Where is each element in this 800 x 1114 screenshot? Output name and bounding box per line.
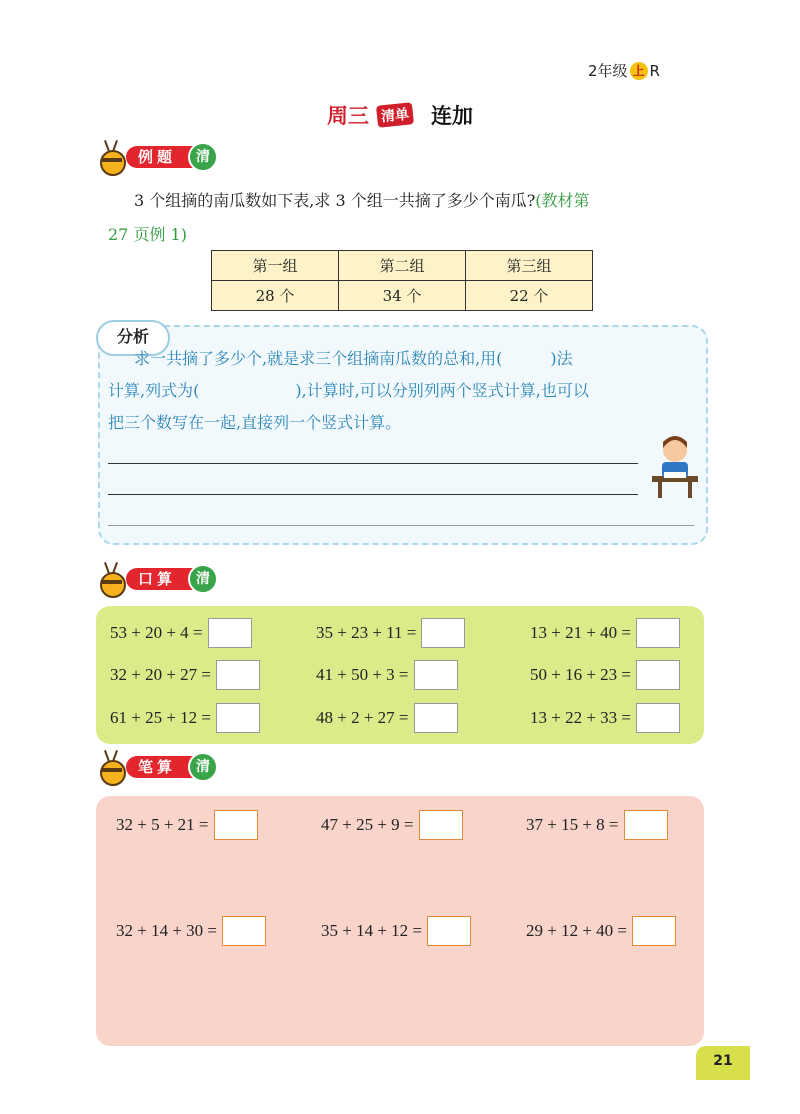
oral-equation <box>110 618 252 648</box>
equation-text: 35 + 23 + 11 = <box>316 623 417 642</box>
answer-box[interactable] <box>208 618 252 648</box>
answer-line[interactable] <box>108 463 638 464</box>
answer-box[interactable] <box>216 660 260 690</box>
table-header: 第三组 <box>466 251 593 281</box>
page-number: 21 <box>696 1046 750 1080</box>
equation-text: 37 + 15 + 8 = <box>526 815 619 834</box>
analysis-text <box>108 343 704 439</box>
equation-text: 32 + 5 + 21 = <box>116 815 209 834</box>
written-equation <box>116 916 266 946</box>
qing-icon: 清 <box>188 752 218 782</box>
analysis-line-2: 计算,列式为( ),计算时,可以分别列两个竖式计算,也可以 <box>108 381 589 400</box>
analysis-label: 分析 <box>96 320 170 356</box>
answer-box[interactable] <box>636 618 680 648</box>
equation-text: 50 + 16 + 23 = <box>530 665 632 684</box>
example-tag-label: 例题 <box>126 146 194 168</box>
bee-icon <box>96 750 126 784</box>
equation-text: 53 + 20 + 4 = <box>110 623 203 642</box>
oral-equation <box>530 703 680 733</box>
example-tag <box>96 140 218 174</box>
equation-text: 35 + 14 + 12 = <box>321 921 423 940</box>
equation-text: 61 + 25 + 12 = <box>110 708 212 727</box>
analysis-line-3: 把三个数写在一起,直接列一个竖式计算。 <box>108 413 402 432</box>
title-badge: 清单 <box>376 102 414 128</box>
grade-circle: 上 <box>630 62 648 80</box>
example-ref-2: 27 页例 1) <box>108 225 187 244</box>
qing-icon: 清 <box>188 564 218 594</box>
example-ref-1: (教材第 <box>535 191 590 210</box>
table-header: 第二组 <box>339 251 466 281</box>
answer-box[interactable] <box>624 810 668 840</box>
oral-tag-label: 口算 <box>126 568 194 590</box>
answer-box[interactable] <box>636 703 680 733</box>
table-cell: 28 个 <box>212 281 339 311</box>
equation-text: 32 + 20 + 27 = <box>110 665 212 684</box>
written-equation <box>321 810 463 840</box>
oral-equation <box>530 660 680 690</box>
equation-text: 47 + 25 + 9 = <box>321 815 414 834</box>
equation-text: 32 + 14 + 30 = <box>116 921 218 940</box>
equation-text: 13 + 22 + 33 = <box>530 708 632 727</box>
page-title <box>0 100 800 130</box>
analysis-line-1: 求一共摘了多少个,就是求三个组摘南瓜数的总和,用( )法 <box>134 349 573 368</box>
written-equation <box>321 916 471 946</box>
grade-suffix: R <box>649 61 660 80</box>
written-tag <box>96 750 218 784</box>
qing-icon: 清 <box>188 142 218 172</box>
oral-equation <box>316 660 458 690</box>
written-equation <box>116 810 258 840</box>
written-equation <box>526 916 676 946</box>
equation-text: 29 + 12 + 40 = <box>526 921 628 940</box>
oral-equation <box>110 703 260 733</box>
answer-box[interactable] <box>222 916 266 946</box>
bee-icon <box>96 140 126 174</box>
answer-box[interactable] <box>414 703 458 733</box>
answer-box[interactable] <box>421 618 465 648</box>
equation-text: 41 + 50 + 3 = <box>316 665 409 684</box>
written-tag-label: 笔算 <box>126 756 194 778</box>
table-cell: 22 个 <box>466 281 593 311</box>
grade-label <box>588 60 660 81</box>
answer-box[interactable] <box>636 660 680 690</box>
table-row <box>212 281 593 311</box>
grade-prefix: 2年级 <box>588 62 628 80</box>
written-equation <box>526 810 668 840</box>
table-header-row <box>212 251 593 281</box>
oral-tag <box>96 562 218 596</box>
oral-equation <box>316 703 458 733</box>
answer-line[interactable] <box>108 525 694 526</box>
student-icon <box>650 430 700 500</box>
answer-box[interactable] <box>414 660 458 690</box>
answer-box[interactable] <box>632 916 676 946</box>
bee-icon <box>96 562 126 596</box>
answer-box[interactable] <box>216 703 260 733</box>
title-topic: 连加 <box>431 104 473 128</box>
oral-equation <box>110 660 260 690</box>
answer-box[interactable] <box>214 810 258 840</box>
example-problem <box>108 184 708 252</box>
table-header: 第一组 <box>212 251 339 281</box>
answer-box[interactable] <box>427 916 471 946</box>
example-question: 3 个组摘的南瓜数如下表,求 3 个组一共摘了多少个南瓜? <box>134 191 536 210</box>
answer-line[interactable] <box>108 494 638 495</box>
oral-equation <box>530 618 680 648</box>
equation-text: 48 + 2 + 27 = <box>316 708 409 727</box>
table-cell: 34 个 <box>339 281 466 311</box>
equation-text: 13 + 21 + 40 = <box>530 623 632 642</box>
oral-equation <box>316 618 465 648</box>
answer-box[interactable] <box>419 810 463 840</box>
title-day: 周三 <box>327 104 369 128</box>
pumpkin-table <box>211 250 593 311</box>
